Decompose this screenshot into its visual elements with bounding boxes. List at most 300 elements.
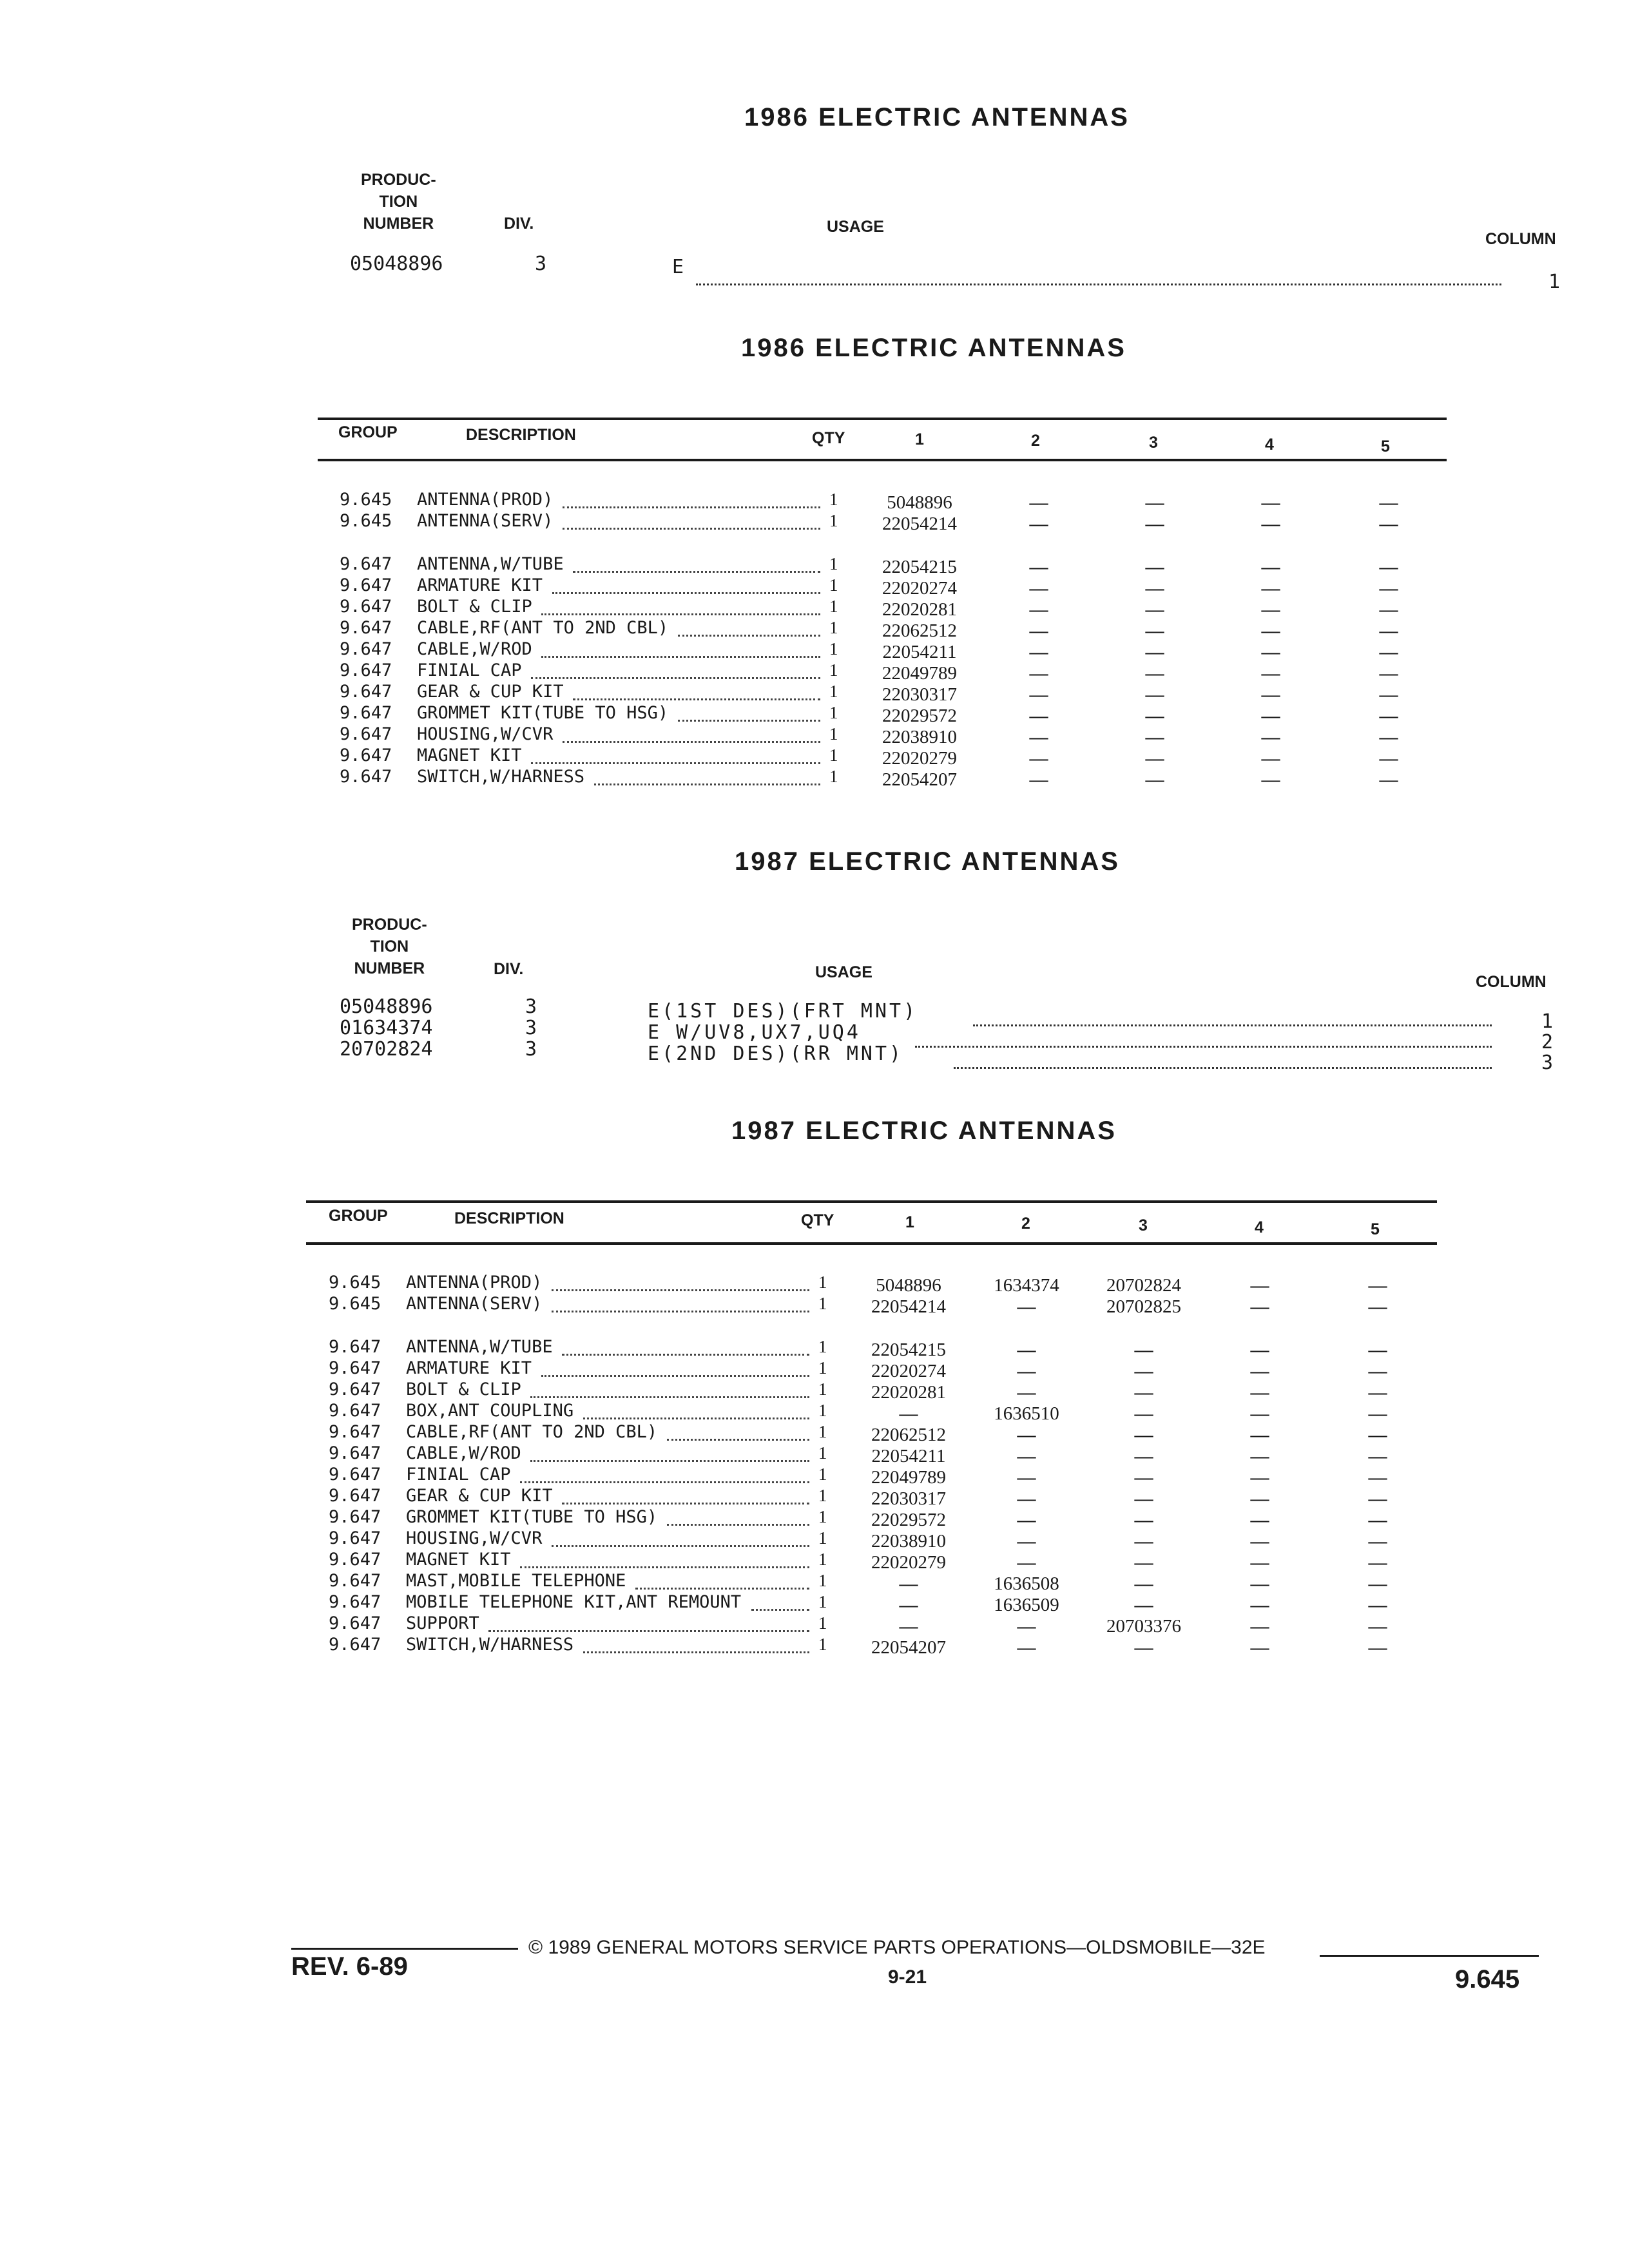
section3-usage-leader (915, 1046, 1492, 1048)
column-3-part-number: — (1145, 748, 1164, 769)
group-number: 9.647 (340, 682, 392, 702)
column-1-part-number: 22049789 (871, 1467, 946, 1488)
group-number: 9.647 (340, 575, 392, 595)
quantity: 1 (829, 724, 838, 744)
column-4-part-number: — (1261, 727, 1280, 747)
dot-leader (552, 1311, 809, 1312)
quantity: 1 (829, 511, 838, 530)
table-row (340, 724, 1448, 745)
group-number: 9.645 (329, 1273, 381, 1293)
part-description: FINIAL CAP (406, 1465, 511, 1485)
section4-top-rule (306, 1200, 1437, 1203)
section2-col3-header: 3 (1149, 434, 1158, 452)
column-1-part-number: 22038910 (871, 1531, 946, 1552)
section1-title: 1986 ELECTRIC ANTENNAS (744, 103, 1130, 131)
column-1-part-number: 22054207 (882, 769, 957, 790)
quantity: 1 (829, 554, 838, 573)
column-3-part-number: — (1134, 1531, 1153, 1552)
section3-usage-value: E(2ND DES)(RR MNT) (648, 1043, 904, 1065)
column-2-part-number: 1636508 (994, 1573, 1059, 1594)
column-4-part-number: — (1261, 620, 1280, 641)
dot-leader (530, 1396, 809, 1398)
column-5-part-number: — (1379, 769, 1398, 790)
column-1-part-number: 22020281 (882, 599, 957, 620)
column-2-part-number: — (1029, 769, 1048, 790)
column-5-part-number: — (1368, 1467, 1387, 1488)
table-row (329, 1486, 1437, 1507)
column-2-part-number: — (1017, 1382, 1036, 1403)
dot-leader (552, 1289, 809, 1291)
column-1-part-number: 5048896 (876, 1275, 941, 1296)
column-3-part-number: — (1145, 769, 1164, 790)
group-number: 9.647 (340, 745, 392, 765)
part-description: GEAR & CUP KIT (417, 682, 564, 702)
table-row (329, 1358, 1437, 1379)
column-4-part-number: — (1261, 492, 1280, 513)
group-number: 9.647 (340, 554, 392, 574)
dot-leader (562, 1503, 809, 1504)
column-1-part-number: 22054214 (882, 514, 957, 534)
column-5-part-number: — (1368, 1446, 1387, 1466)
column-2-part-number: — (1029, 642, 1048, 662)
part-description: FINIAL CAP (417, 660, 522, 680)
column-1-part-number: 22030317 (882, 684, 957, 705)
part-description: GROMMET KIT(TUBE TO HSG) (417, 703, 669, 723)
table-row (329, 1592, 1437, 1613)
dot-leader (573, 571, 820, 573)
quantity: 1 (829, 703, 838, 722)
column-1-part-number: 22054215 (882, 557, 957, 577)
group-number: 9.647 (329, 1528, 381, 1548)
quantity: 1 (818, 1337, 827, 1356)
column-4-part-number: — (1250, 1531, 1269, 1552)
part-description: SWITCH,W/HARNESS (417, 767, 585, 787)
column-1-part-number: 22049789 (882, 663, 957, 684)
column-3-part-number: — (1134, 1446, 1153, 1466)
part-description: ANTENNA(SERV) (406, 1294, 543, 1314)
column-2-part-number: — (1017, 1340, 1036, 1360)
dot-leader (751, 1609, 809, 1611)
column-2-part-number: — (1029, 492, 1048, 513)
quantity: 1 (829, 597, 838, 616)
column-2-part-number: — (1017, 1446, 1036, 1466)
dot-leader (541, 613, 820, 615)
dot-leader (520, 1481, 809, 1483)
dot-leader (678, 720, 820, 722)
column-5-part-number: — (1368, 1275, 1387, 1296)
footer-left-rule (291, 1948, 518, 1950)
column-5-part-number: — (1368, 1573, 1387, 1594)
column-1-part-number: 22020279 (871, 1552, 946, 1573)
section3-column-value: 1 (1541, 1010, 1554, 1033)
dot-leader (563, 506, 820, 508)
group-number: 9.647 (329, 1635, 381, 1655)
part-description: ANTENNA(PROD) (417, 490, 554, 510)
table-row (340, 575, 1448, 597)
column-4-part-number: — (1250, 1296, 1269, 1317)
column-4-part-number: — (1261, 663, 1280, 684)
column-3-part-number: — (1145, 727, 1164, 747)
column-2-part-number: — (1017, 1552, 1036, 1573)
column-5-part-number: — (1368, 1531, 1387, 1552)
footer-right-rule (1320, 1955, 1539, 1957)
group-number: 9.647 (340, 724, 392, 744)
column-5-part-number: — (1379, 492, 1398, 513)
table-row (329, 1465, 1437, 1486)
section2-col4-header: 4 (1265, 436, 1274, 454)
table-row (329, 1422, 1437, 1443)
group-number: 9.645 (329, 1294, 381, 1314)
group-number: 9.647 (329, 1358, 381, 1378)
column-2-part-number: — (1017, 1425, 1036, 1445)
quantity: 1 (829, 490, 838, 509)
table-row (340, 511, 1448, 532)
section4-col2-header: 2 (1021, 1215, 1030, 1233)
dot-leader (678, 635, 820, 637)
quantity: 1 (818, 1528, 827, 1548)
dot-leader (594, 783, 820, 785)
dot-leader (520, 1566, 809, 1568)
part-description: BOLT & CLIP (417, 597, 532, 617)
column-1-part-number: 22062512 (871, 1425, 946, 1445)
column-4-part-number: — (1250, 1488, 1269, 1509)
section3-column-header: COLUMN (1476, 973, 1547, 991)
table-row (340, 703, 1448, 724)
section4-qty-header: QTY (801, 1211, 834, 1229)
dot-leader (583, 1418, 809, 1419)
part-description: MOBILE TELEPHONE KIT,ANT REMOUNT (406, 1592, 742, 1612)
column-3-part-number: — (1145, 684, 1164, 705)
column-3-part-number: — (1134, 1488, 1153, 1509)
section2-description-header: DESCRIPTION (466, 426, 576, 444)
quantity: 1 (818, 1294, 827, 1313)
quantity: 1 (829, 618, 838, 637)
quantity: 1 (818, 1550, 827, 1569)
quantity: 1 (818, 1273, 827, 1292)
column-4-part-number: — (1261, 578, 1280, 599)
column-3-part-number: — (1145, 706, 1164, 726)
dot-leader (552, 592, 820, 594)
column-3-part-number: — (1145, 663, 1164, 684)
section3-usage-leader (973, 1024, 1492, 1026)
quantity: 1 (818, 1635, 827, 1654)
column-3-part-number: — (1145, 514, 1164, 534)
table-row (340, 618, 1448, 639)
section2-header-rule (318, 459, 1447, 461)
part-description: ARMATURE KIT (417, 575, 543, 595)
table-row (329, 1401, 1437, 1422)
table-row (340, 660, 1448, 682)
group-number: 9.647 (329, 1486, 381, 1506)
footer-copyright: © 1989 GENERAL MOTORS SERVICE PARTS OPERATIONS—OLDSMOBILE—32E (528, 1937, 1266, 1958)
quantity: 1 (829, 639, 838, 658)
footer-revision: REV. 6-89 (291, 1952, 408, 1981)
dot-leader (488, 1630, 809, 1632)
column-5-part-number: — (1368, 1552, 1387, 1573)
part-description: SWITCH,W/HARNESS (406, 1635, 574, 1655)
section2-group-header: GROUP (338, 423, 398, 441)
quantity: 1 (818, 1443, 827, 1463)
column-3-part-number: — (1145, 620, 1164, 641)
group-number: 9.647 (340, 767, 392, 787)
section2-col5-header: 5 (1381, 437, 1390, 456)
column-4-part-number: — (1250, 1552, 1269, 1573)
section3-usage-value: E W/UV8,UX7,UQ4 (648, 1021, 861, 1044)
group-number: 9.647 (329, 1337, 381, 1357)
column-1-part-number: 22038910 (882, 727, 957, 747)
column-1-part-number: — (899, 1573, 918, 1594)
section1-div-value: 3 (535, 253, 547, 275)
section4-col5-header: 5 (1371, 1220, 1380, 1238)
column-2-part-number: — (1029, 599, 1048, 620)
column-4-part-number: — (1250, 1446, 1269, 1466)
column-2-part-number: — (1017, 1467, 1036, 1488)
quantity: 1 (818, 1507, 827, 1526)
quantity: 1 (829, 745, 838, 765)
section3-production-number: 01634374 (340, 1017, 433, 1039)
section3-usage-header: USAGE (815, 963, 872, 981)
column-4-part-number: — (1250, 1275, 1269, 1296)
column-5-part-number: — (1379, 642, 1398, 662)
section1-production-number-header: PRODUC- TION NUMBER (361, 171, 436, 233)
section2-col1-header: 1 (915, 430, 924, 448)
quantity: 1 (818, 1422, 827, 1441)
table-row (329, 1337, 1437, 1358)
column-2-part-number: 1636510 (994, 1403, 1059, 1424)
column-4-part-number: — (1261, 769, 1280, 790)
column-4-part-number: — (1250, 1425, 1269, 1445)
column-4-part-number: — (1250, 1382, 1269, 1403)
section2-qty-header: QTY (812, 429, 845, 447)
column-5-part-number: — (1379, 514, 1398, 534)
quantity: 1 (818, 1592, 827, 1611)
column-5-part-number: — (1368, 1340, 1387, 1360)
dot-leader (552, 1545, 809, 1547)
column-1-part-number: 22020274 (882, 578, 957, 599)
dot-leader (667, 1524, 809, 1526)
quantity: 1 (818, 1379, 827, 1399)
column-3-part-number: 20702825 (1106, 1296, 1181, 1317)
part-description: ANTENNA(SERV) (417, 511, 554, 531)
dot-leader (635, 1588, 809, 1590)
quantity: 1 (818, 1401, 827, 1420)
dot-leader (563, 741, 820, 743)
column-2-part-number: 1636509 (994, 1595, 1059, 1615)
column-5-part-number: — (1379, 727, 1398, 747)
group-number: 9.647 (329, 1422, 381, 1442)
column-4-part-number: — (1261, 706, 1280, 726)
table-row (329, 1507, 1437, 1528)
column-4-part-number: — (1261, 748, 1280, 769)
section1-production-number: 05048896 (350, 253, 443, 275)
table-row (340, 639, 1448, 660)
group-number: 9.647 (329, 1401, 381, 1421)
column-2-part-number: — (1017, 1616, 1036, 1637)
table-row (329, 1379, 1437, 1401)
column-4-part-number: — (1261, 684, 1280, 705)
section4-group-header: GROUP (329, 1207, 388, 1225)
section3-usage-value: E(1ST DES)(FRT MNT) (648, 1000, 918, 1023)
dot-leader (530, 1460, 809, 1462)
column-4-part-number: — (1250, 1361, 1269, 1381)
section2-title: 1986 ELECTRIC ANTENNAS (741, 334, 1126, 362)
quantity: 1 (818, 1613, 827, 1633)
column-4-part-number: — (1250, 1340, 1269, 1360)
column-2-part-number: — (1029, 578, 1048, 599)
column-3-part-number: — (1134, 1573, 1153, 1594)
column-4-part-number: — (1261, 557, 1280, 577)
section3-production-number: 05048896 (340, 995, 433, 1018)
section3-title: 1987 ELECTRIC ANTENNAS (735, 847, 1120, 876)
section3-div-header: DIV. (494, 960, 524, 978)
part-description: BOX,ANT COUPLING (406, 1401, 574, 1421)
group-number: 9.647 (329, 1465, 381, 1485)
section1-div-header: DIV. (504, 215, 534, 233)
column-1-part-number: 22054207 (871, 1637, 946, 1658)
dot-leader (541, 656, 820, 658)
column-1-part-number: 22054211 (871, 1446, 946, 1466)
column-3-part-number: — (1145, 557, 1164, 577)
column-5-part-number: — (1379, 748, 1398, 769)
footer-section-number: 9.645 (1455, 1965, 1520, 1994)
column-5-part-number: — (1379, 599, 1398, 620)
column-1-part-number: 22020274 (871, 1361, 946, 1381)
column-2-part-number: — (1017, 1296, 1036, 1317)
column-1-part-number: — (899, 1403, 918, 1424)
column-5-part-number: — (1368, 1510, 1387, 1530)
column-2-part-number: — (1029, 557, 1048, 577)
column-3-part-number: — (1134, 1637, 1153, 1658)
part-description: SUPPORT (406, 1613, 479, 1633)
quantity: 1 (818, 1571, 827, 1590)
column-5-part-number: — (1379, 620, 1398, 641)
group-number: 9.647 (340, 660, 392, 680)
group-number: 9.647 (329, 1507, 381, 1527)
column-2-part-number: — (1029, 748, 1048, 769)
column-3-part-number: — (1134, 1552, 1153, 1573)
part-description: CABLE,RF(ANT TO 2ND CBL) (406, 1422, 658, 1442)
column-1-part-number: 22054211 (882, 642, 957, 662)
group-number: 9.647 (329, 1592, 381, 1612)
section4-description-header: DESCRIPTION (454, 1209, 564, 1227)
column-1-part-number: — (899, 1595, 918, 1615)
column-5-part-number: — (1379, 706, 1398, 726)
group-number: 9.647 (340, 703, 392, 723)
group-number: 9.647 (340, 639, 392, 659)
column-4-part-number: — (1261, 514, 1280, 534)
dot-leader (531, 677, 820, 679)
column-2-part-number: — (1017, 1637, 1036, 1658)
column-5-part-number: — (1368, 1403, 1387, 1424)
section1-usage-header: USAGE (827, 218, 884, 236)
column-3-part-number: — (1134, 1361, 1153, 1381)
column-1-part-number: 22030317 (871, 1488, 946, 1509)
column-3-part-number: 20702824 (1106, 1275, 1181, 1296)
quantity: 1 (829, 660, 838, 680)
column-2-part-number: — (1029, 663, 1048, 684)
column-5-part-number: — (1379, 663, 1398, 684)
part-description: ANTENNA,W/TUBE (406, 1337, 553, 1357)
part-description: MAGNET KIT (417, 745, 522, 765)
column-2-part-number: — (1017, 1361, 1036, 1381)
table-row (340, 554, 1448, 575)
column-2-part-number: — (1017, 1531, 1036, 1552)
section3-production-number-header: PRODUC- TION NUMBER (352, 916, 427, 977)
section4-col1-header: 1 (905, 1213, 914, 1231)
column-4-part-number: — (1250, 1510, 1269, 1530)
table-row (329, 1294, 1437, 1315)
section3-div-value: 3 (525, 1038, 537, 1061)
column-2-part-number: — (1017, 1488, 1036, 1509)
section3-usage-leader (954, 1067, 1492, 1069)
column-2-part-number: — (1029, 684, 1048, 705)
column-3-part-number: — (1145, 492, 1164, 513)
column-2-part-number: — (1029, 620, 1048, 641)
column-5-part-number: — (1368, 1425, 1387, 1445)
column-5-part-number: — (1368, 1361, 1387, 1381)
part-description: ANTENNA,W/TUBE (417, 554, 564, 574)
section3-column-value: 3 (1541, 1052, 1554, 1074)
column-4-part-number: — (1250, 1573, 1269, 1594)
column-1-part-number: 5048896 (887, 492, 952, 513)
column-3-part-number: — (1134, 1467, 1153, 1488)
dot-leader (573, 698, 820, 700)
column-3-part-number: — (1134, 1595, 1153, 1615)
table-row (340, 767, 1448, 788)
column-4-part-number: — (1261, 642, 1280, 662)
part-description: GROMMET KIT(TUBE TO HSG) (406, 1507, 658, 1527)
group-number: 9.647 (329, 1379, 381, 1399)
footer-page-number: 9-21 (888, 1966, 927, 1988)
section3-production-number: 20702824 (340, 1038, 433, 1061)
group-number: 9.647 (329, 1613, 381, 1633)
column-5-part-number: — (1368, 1488, 1387, 1509)
part-description: BOLT & CLIP (406, 1379, 521, 1399)
group-number: 9.645 (340, 511, 392, 531)
quantity: 1 (829, 767, 838, 786)
column-4-part-number: — (1250, 1467, 1269, 1488)
column-4-part-number: — (1250, 1637, 1269, 1658)
part-description: ARMATURE KIT (406, 1358, 532, 1378)
column-4-part-number: — (1250, 1616, 1269, 1637)
dot-leader (667, 1439, 809, 1441)
column-1-part-number: 22020281 (871, 1382, 946, 1403)
dot-leader (562, 1354, 809, 1356)
column-3-part-number: — (1145, 578, 1164, 599)
column-3-part-number: — (1145, 642, 1164, 662)
part-description: HOUSING,W/CVR (417, 724, 554, 744)
table-row (329, 1613, 1437, 1635)
quantity: 1 (818, 1465, 827, 1484)
section1-usage-leader (696, 284, 1501, 285)
section1-column-header: COLUMN (1485, 230, 1556, 248)
table-row (329, 1273, 1437, 1294)
dot-leader (541, 1375, 809, 1377)
column-3-part-number: — (1134, 1382, 1153, 1403)
column-5-part-number: — (1368, 1637, 1387, 1658)
table-row (340, 490, 1448, 511)
part-description: HOUSING,W/CVR (406, 1528, 543, 1548)
table-row (329, 1635, 1437, 1656)
column-3-part-number: — (1145, 599, 1164, 620)
section4-title: 1987 ELECTRIC ANTENNAS (731, 1117, 1117, 1145)
column-1-part-number: 22054215 (871, 1340, 946, 1360)
column-2-part-number: — (1029, 727, 1048, 747)
part-description: MAST,MOBILE TELEPHONE (406, 1571, 626, 1591)
dot-leader (563, 528, 820, 530)
column-1-part-number: — (899, 1616, 918, 1637)
section1-usage-value: E (672, 256, 687, 278)
